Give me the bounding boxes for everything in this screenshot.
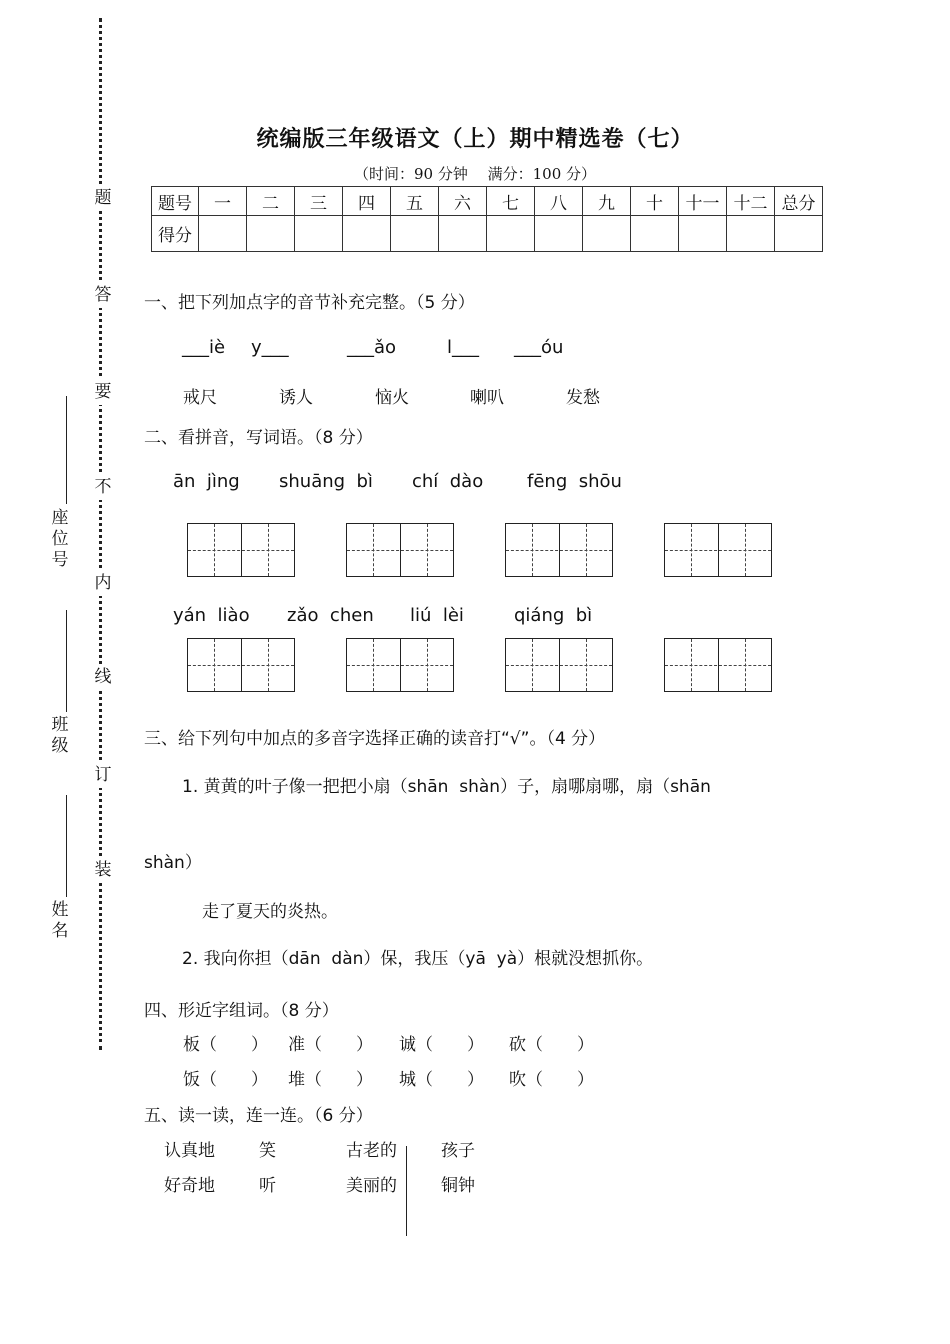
q5-word[interactable]: 笑: [259, 1141, 276, 1161]
q5-word[interactable]: 铜钟: [441, 1176, 475, 1196]
q2-heading: 二、看拼音，写词语。（8 分）: [144, 428, 373, 448]
score-header-cell: 七: [487, 187, 535, 216]
q1-pinyin[interactable]: l___: [447, 337, 480, 358]
q3-sentence-1-cont: shàn）: [144, 853, 202, 873]
exam-title: 统编版三年级语文（上）期中精选卷（七）: [256, 126, 694, 152]
q5-word[interactable]: 孩子: [441, 1141, 475, 1161]
score-row-label: 得分: [152, 216, 199, 252]
score-input-cell[interactable]: [583, 216, 631, 252]
score-input-cell[interactable]: [727, 216, 775, 252]
q1-word: 喇叭: [470, 388, 504, 408]
score-header-cell: 十二: [727, 187, 775, 216]
score-input-cell[interactable]: [343, 216, 391, 252]
seat-number-label: 座位号: [51, 508, 69, 570]
writing-grid[interactable]: [346, 638, 454, 692]
score-input-cell[interactable]: [535, 216, 583, 252]
score-header-cell: 题号: [152, 187, 199, 216]
score-input-cell[interactable]: [487, 216, 535, 252]
q5-word[interactable]: 认真地: [164, 1141, 215, 1161]
q1-word: 诱人: [279, 388, 313, 408]
score-header-cell: 五: [391, 187, 439, 216]
q4-item[interactable]: 堆（ ）: [288, 1070, 373, 1090]
q4-heading: 四、形近字组词。（8 分）: [144, 1001, 339, 1021]
score-input-cell[interactable]: [679, 216, 727, 252]
q1-pinyin[interactable]: ___ǎo: [347, 337, 397, 358]
q1-pinyin[interactable]: y___: [251, 337, 289, 358]
q2-pinyin: liú lèi: [410, 605, 464, 626]
q2-pinyin: fēng shōu: [527, 471, 622, 492]
q5-word[interactable]: 古老的: [346, 1141, 397, 1161]
q4-item[interactable]: 饭（ ）: [183, 1070, 268, 1090]
score-input-cell[interactable]: [199, 216, 247, 252]
q3-sentence-2: 2. 我向你担（dān dàn）保，我压（yā yà）根就没想抓你。: [182, 949, 654, 969]
q2-pinyin: yán liào: [173, 605, 250, 626]
score-header-cell: 二: [247, 187, 295, 216]
q4-item[interactable]: 诚（ ）: [399, 1035, 484, 1055]
score-header-cell: 一: [199, 187, 247, 216]
q1-heading: 一、把下列加点字的音节补充完整。（5 分）: [144, 293, 475, 313]
q2-pinyin: shuāng bì: [279, 471, 373, 492]
score-header-cell: 十: [631, 187, 679, 216]
q1-word: 恼火: [375, 388, 409, 408]
q4-item[interactable]: 板（ ）: [183, 1035, 268, 1055]
exam-subtitle: （时间：90 分钟 满分：100 分）: [353, 165, 597, 183]
q3-sentence-1-end: 走了夏天的炎热。: [202, 902, 338, 922]
binding-char: 装: [93, 857, 113, 883]
score-input-cell[interactable]: [439, 216, 487, 252]
score-input-cell[interactable]: [247, 216, 295, 252]
q4-item[interactable]: 砍（ ）: [509, 1035, 594, 1055]
binding-char: 要: [93, 379, 113, 405]
q2-pinyin: qiáng bì: [514, 605, 593, 626]
q2-pinyin: ān jìng: [173, 471, 240, 492]
q1-word: 发愁: [566, 388, 600, 408]
q3-sentence-1: 1. 黄黄的叶子像一把把小扇（shān shàn）子，扇哪扇哪，扇（shān: [182, 777, 711, 797]
q4-item[interactable]: 准（ ）: [288, 1035, 373, 1055]
binding-char: 线: [93, 664, 113, 690]
score-input-cell[interactable]: [775, 216, 823, 252]
q1-pinyin[interactable]: ___óu: [514, 337, 564, 358]
writing-grid[interactable]: [664, 523, 772, 577]
writing-grid[interactable]: [505, 523, 613, 577]
q3-heading: 三、给下列句中加点的多音字选择正确的读音打“√”。（4 分）: [144, 729, 606, 749]
score-header-cell: 四: [343, 187, 391, 216]
q2-pinyin: chí dào: [412, 471, 484, 492]
binding-char: 内: [93, 570, 113, 596]
score-header-cell: 三: [295, 187, 343, 216]
writing-grid[interactable]: [187, 523, 295, 577]
q1-word: 戒尺: [183, 388, 217, 408]
binding-char: 题: [93, 185, 113, 211]
q5-word[interactable]: 听: [259, 1176, 276, 1196]
q2-pinyin: zǎo chen: [287, 605, 374, 626]
score-input-cell[interactable]: [295, 216, 343, 252]
score-header-cell: 六: [439, 187, 487, 216]
q1-pinyin[interactable]: ___iè: [182, 337, 226, 358]
writing-grid[interactable]: [664, 638, 772, 692]
binding-char: 订: [93, 762, 113, 788]
score-header-cell: 八: [535, 187, 583, 216]
name-label: 姓名: [51, 900, 69, 941]
q4-item[interactable]: 吹（ ）: [509, 1070, 594, 1090]
divider-line: [406, 1146, 407, 1236]
q5-word[interactable]: 美丽的: [346, 1176, 397, 1196]
score-header-cell: 九: [583, 187, 631, 216]
binding-char: 不: [93, 474, 113, 500]
score-table: [151, 186, 823, 252]
binding-char: 答: [93, 282, 113, 308]
class-line: [66, 610, 67, 712]
writing-grid[interactable]: [187, 638, 295, 692]
score-header-cell: 总分: [775, 187, 823, 216]
score-header-cell: 十一: [679, 187, 727, 216]
writing-grid[interactable]: [346, 523, 454, 577]
score-input-cell[interactable]: [391, 216, 439, 252]
writing-grid[interactable]: [505, 638, 613, 692]
score-input-cell[interactable]: [631, 216, 679, 252]
name-line: [66, 795, 67, 897]
q4-item[interactable]: 城（ ）: [399, 1070, 484, 1090]
seat-number-line: [66, 396, 67, 504]
q5-heading: 五、读一读，连一连。（6 分）: [144, 1106, 373, 1126]
class-label: 班级: [51, 715, 69, 756]
q5-word[interactable]: 好奇地: [164, 1176, 215, 1196]
